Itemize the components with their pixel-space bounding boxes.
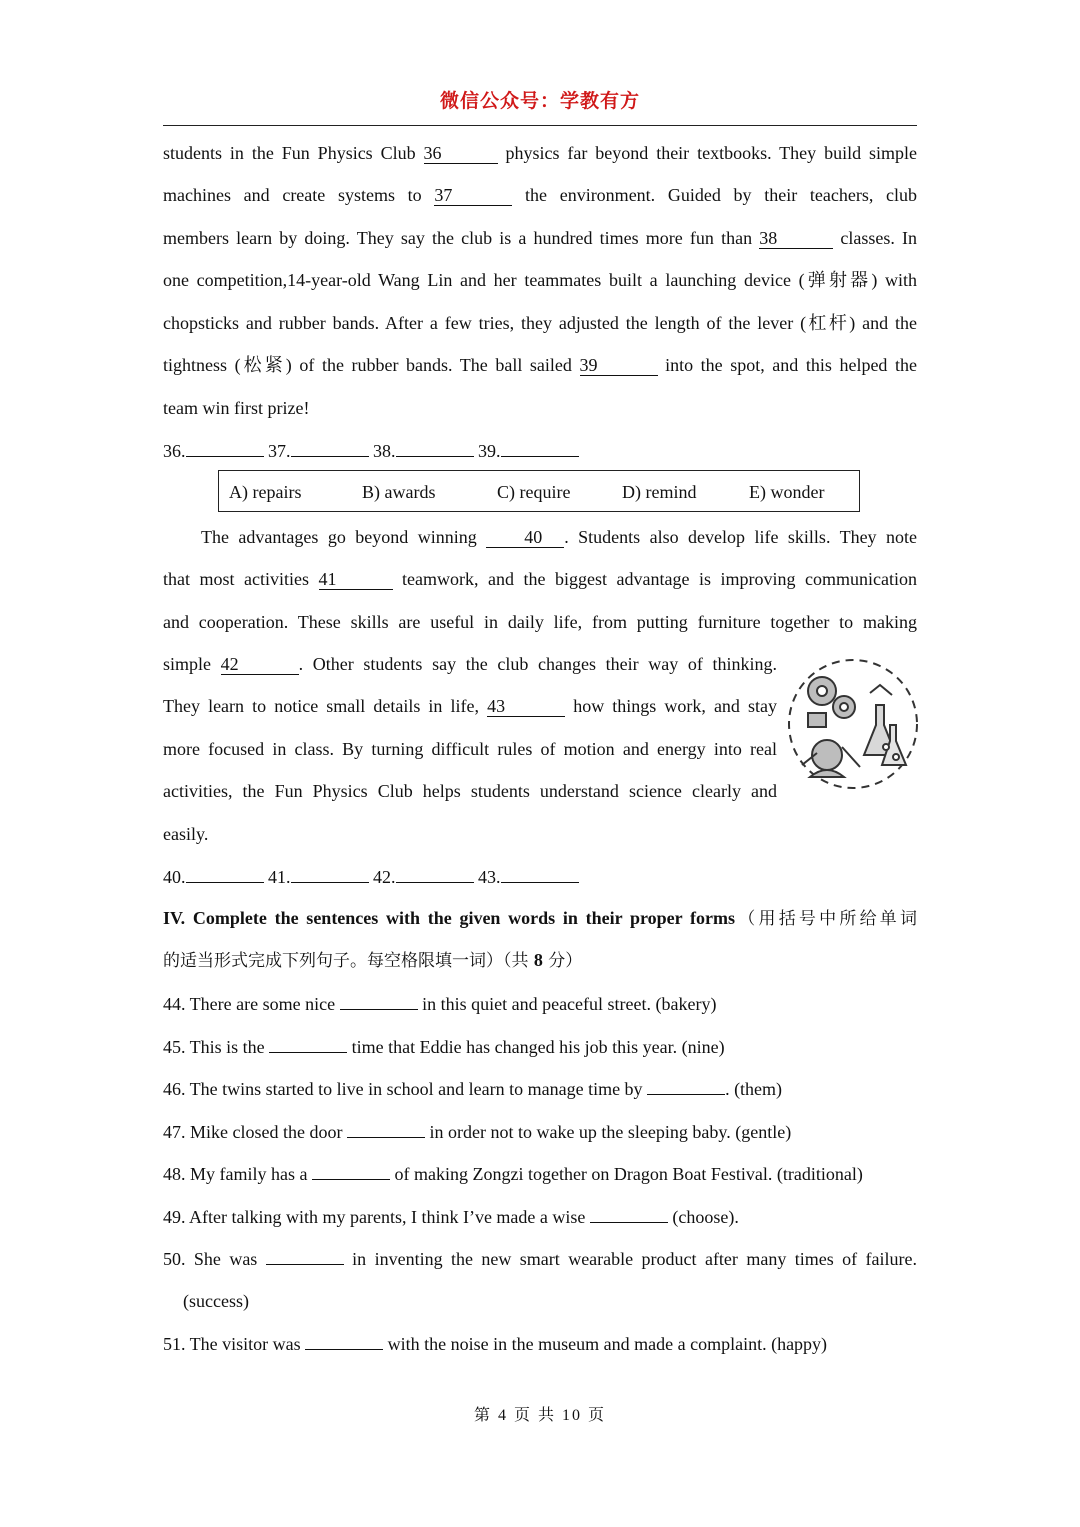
question-text: in this quiet and peaceful street. (bakery) [422, 994, 717, 1014]
text: that most activities [163, 569, 309, 589]
blank-40: 40 [486, 527, 564, 548]
passage1-line-5: chopsticks and rubber bands. After a few tries, they adjusted the length of the lever (杠杆) and the [163, 313, 917, 333]
text: physics far beyond their textbooks. They build simple [505, 143, 918, 163]
text: . Other students say the club changes their way of thinking. [298, 654, 778, 674]
answer-label-38: 38. [373, 441, 396, 461]
option-c: C) require [497, 482, 571, 502]
answer-blank[interactable] [312, 1161, 390, 1180]
answer-blank[interactable] [647, 1076, 725, 1095]
question-48 [163, 1161, 917, 1185]
page-footer: 第 4 页 共 10 页 [473, 1407, 606, 1424]
text: members learn by doing. They say the club is a hundred times more fun than [163, 228, 753, 248]
question-text: 50. She was [163, 1249, 258, 1269]
text: tightness (松紧) of the rubber bands. The ball sailed [163, 355, 572, 375]
question-text: of making Zongzi together on Dragon Boat Festival. (traditional) [394, 1164, 863, 1184]
question-44 [163, 991, 917, 1015]
option-a: A) repairs [229, 482, 302, 502]
question-49 [163, 1204, 917, 1228]
answer-label-42: 42. [373, 867, 396, 887]
text: classes. In [840, 228, 918, 248]
section4-title-line-1 [163, 906, 917, 930]
answer-row-2 [163, 864, 917, 888]
answer-blank[interactable] [347, 1119, 425, 1138]
text: The advantages go beyond winning [201, 527, 477, 547]
text: . Students also develop life skills. They note [564, 527, 917, 547]
question-text: (choose). [672, 1207, 739, 1227]
passage1-line-7: team win first prize! [163, 398, 310, 418]
answer-blank[interactable] [590, 1204, 668, 1223]
blank-39: 39 [580, 355, 658, 376]
passage1-line-2 [163, 183, 917, 207]
question-45 [163, 1034, 917, 1058]
passage1-line-3 [163, 226, 917, 250]
answer-blank[interactable] [501, 438, 579, 457]
question-text: time that Eddie has changed his job this year. (nine) [351, 1037, 725, 1057]
answer-label-40: 40. [163, 867, 186, 887]
answer-label-37: 37. [268, 441, 291, 461]
question-text: 47. Mike closed the door [163, 1122, 343, 1142]
question-47 [163, 1119, 917, 1143]
answer-blank[interactable] [269, 1034, 347, 1053]
passage2-line-6: more focused in class. By turning difficult rules of motion and energy into real [163, 739, 777, 759]
option-d: D) remind [622, 482, 697, 502]
science-illustration-icon [782, 655, 924, 793]
passage2-line-3: and cooperation. These skills are useful in daily life, from putting furniture together to making [163, 612, 917, 632]
question-text: 45. This is the [163, 1037, 265, 1057]
header-rule [163, 125, 917, 126]
question-46 [163, 1076, 917, 1100]
answer-blank[interactable] [291, 864, 369, 883]
answer-blank[interactable] [396, 864, 474, 883]
blank-36: 36 [424, 143, 498, 164]
answer-blank[interactable] [266, 1246, 344, 1265]
question-text: in inventing the new smart wearable product after many times of failure. [352, 1249, 918, 1269]
question-50 [163, 1246, 917, 1270]
blank-41: 41 [319, 569, 393, 590]
question-text: . (them) [725, 1079, 783, 1099]
text: students in the Fun Physics Club [163, 143, 416, 163]
section4-title-line-2 [163, 948, 917, 972]
answer-label-36: 36. [163, 441, 186, 461]
blank-37: 37 [434, 185, 512, 206]
question-text: 51. The visitor was [163, 1334, 301, 1354]
question-text: 44. There are some nice [163, 994, 336, 1014]
passage2-line-8: easily. [163, 824, 209, 844]
question-text: 46. The twins started to live in school and learn to manage time by [163, 1079, 643, 1099]
answer-blank[interactable] [186, 438, 264, 457]
passage2-line-5 [163, 694, 777, 718]
blank-43: 43 [487, 696, 565, 717]
section4-title-cn: 分） [542, 951, 583, 971]
answer-label-41: 41. [268, 867, 291, 887]
text: how things work, and stay [573, 696, 778, 716]
text: They learn to notice small details in life, [163, 696, 479, 716]
word-options-box [218, 470, 860, 512]
section4-title-cn: 的适当形式完成下列句子。每空格限填一词）（共 [163, 951, 534, 971]
answer-blank[interactable] [305, 1331, 383, 1350]
question-text: with the noise in the museum and made a complaint. (happy) [387, 1334, 828, 1354]
blank-38: 38 [759, 228, 833, 249]
answer-label-39: 39. [478, 441, 501, 461]
question-text: 49. After talking with my parents, I think I’ve made a wise [163, 1207, 586, 1227]
answer-label-43: 43. [478, 867, 501, 887]
text: the environment. Guided by their teachers, club [525, 185, 918, 205]
question-text: 48. My family has a [163, 1164, 308, 1184]
page-header-title: 微信公众号：学教有方 [439, 90, 640, 112]
passage1-line-1 [163, 141, 917, 165]
question-50-cont: (success) [183, 1291, 249, 1311]
passage1-line-4: one competition,14-year-old Wang Lin and her teammates built a launching device (弹射器) with [163, 270, 917, 290]
passage2-line-1 [163, 525, 917, 549]
blank-42: 42 [221, 654, 299, 675]
passage2-line-4 [163, 652, 777, 676]
text: machines and create systems to [163, 185, 422, 205]
section4-title: IV. Complete the sentences with the given words in their proper forms [163, 908, 736, 928]
option-e: E) wonder [749, 482, 825, 502]
text: teamwork, and the biggest advantage is improving communication [402, 569, 917, 589]
section4-score: 8 [533, 950, 543, 970]
text: simple [163, 654, 211, 674]
option-b: B) awards [362, 482, 436, 502]
answer-row-1 [163, 438, 917, 462]
text: into the spot, and this helped the [665, 355, 917, 375]
answer-blank[interactable] [186, 864, 264, 883]
question-51 [163, 1331, 917, 1355]
answer-blank[interactable] [340, 991, 418, 1010]
section4-title-cn: （用括号中所给单词 [735, 909, 918, 929]
answer-blank[interactable] [501, 864, 579, 883]
answer-blank[interactable] [396, 438, 474, 457]
passage1-line-6 [163, 353, 917, 377]
passage2-line-2 [163, 567, 917, 591]
question-text: in order not to wake up the sleeping baby. (gentle) [429, 1122, 792, 1142]
answer-blank[interactable] [291, 438, 369, 457]
passage2-line-7: activities, the Fun Physics Club helps students understand science clearly and [163, 781, 777, 801]
